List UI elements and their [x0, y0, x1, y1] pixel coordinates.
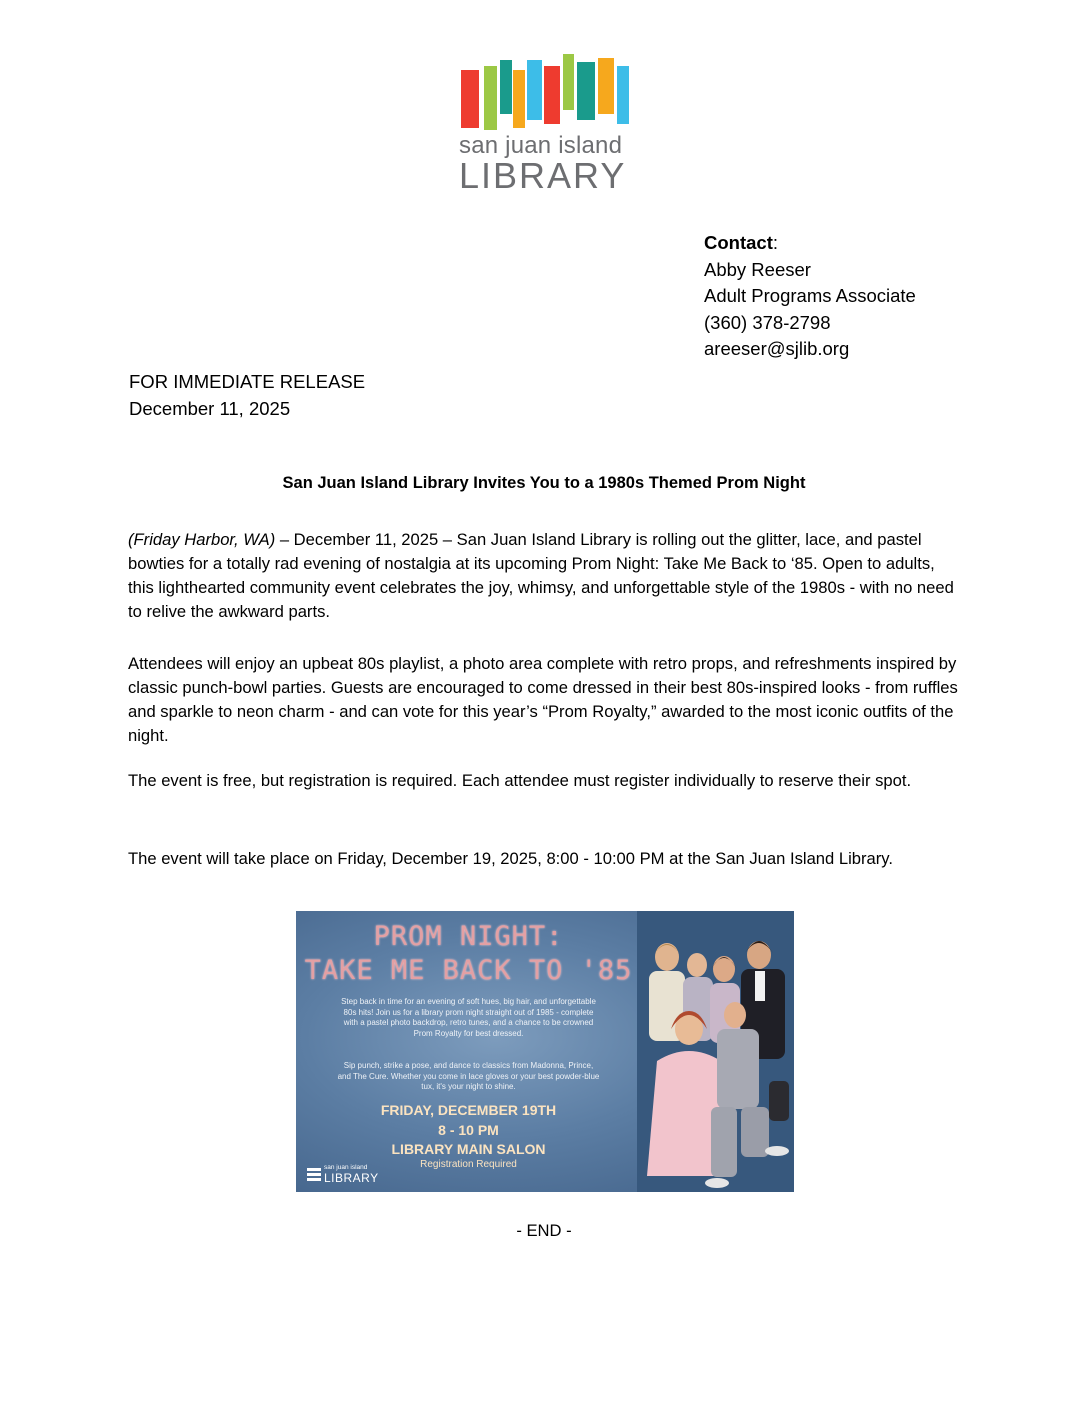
flyer-logo-line1: san juan island [324, 1164, 368, 1171]
paragraph-registration: The event is free, but registration is required. Each attendee must register individually to reserve their spot. [128, 771, 912, 790]
contact-phone: (360) 378-2798 [704, 311, 831, 333]
event-flyer-image [296, 911, 794, 1192]
end-marker: - END - [516, 1221, 572, 1240]
library-logo-bars-icon [459, 52, 634, 132]
contact-title: Adult Programs Associate [704, 285, 916, 306]
release-notice: FOR IMMEDIATE RELEASE [129, 371, 366, 392]
flyer-registration-note: Registration Required [420, 1159, 517, 1170]
flyer-time: 8 - 10 PM [438, 1122, 499, 1138]
contact-label: Contact [704, 232, 773, 253]
contact-name: Abby Reeser [704, 258, 811, 280]
paragraph-intro [128, 528, 963, 624]
contact-email: areeser@sjlib.org [704, 338, 850, 359]
library-logo [459, 52, 634, 197]
dateline: (Friday Harbor, WA) [128, 530, 276, 549]
flyer-location: LIBRARY MAIN SALON [391, 1141, 546, 1157]
paragraph-intro-text: – December 11, 2025 – San Juan Island Library is rolling out the glitter, lace, and pastel bowties for a totally rad evening of nostalgia at its upcoming Prom Night: Take Me Back to ‘85. Open to adults, this lighthearted community event celebrates the joy, whimsy, and unforgettable style of the 1980s - with no need to relive the awkward parts. [128, 530, 954, 621]
flyer-library-logo [307, 1164, 387, 1188]
flyer-title-line2: TAKE ME BACK TO '85 [304, 955, 633, 986]
flyer-logo-line2: LIBRARY [324, 1171, 379, 1185]
flyer-title-line1: PROM NIGHT: [373, 921, 564, 952]
paragraph-activities: Attendees will enjoy an upbeat 80s playlist, a photo area complete with retro props, and refreshments inspired by classic punch-bowl parties. Guests are encouraged to come dressed in their best 80s-inspired looks - from ruffles and sparkle to neon charm - and can vote for this year’s “Prom Royalty,” awarded to the most iconic outfits of the night. [128, 654, 958, 745]
headline: San Juan Island Library Invites You to a 1980s Themed Prom Night [282, 474, 806, 492]
flyer-description: Step back in time for an evening of soft hues, big hair, and unforgettable 80s hits! Join us for a library prom night straight out of 1985 - complete with a pastel photo backdrop, retro tunes, and a chance to be crowned Prom Royalty for best dressed. [341, 997, 596, 1038]
paragraph-schedule: The event will take place on Friday, December 19, 2025, 8:00 - 10:00 PM at the San Juan Island Library. [128, 849, 893, 868]
flyer-date: FRIDAY, DECEMBER 19TH [380, 1102, 557, 1118]
flyer-description-2: Sip punch, strike a pose, and dance to classics from Madonna, Prince, and The Cure. Whether you come in lace gloves or your best powder-blue tux, it's your night to shine. [337, 1061, 600, 1091]
release-block [129, 368, 365, 422]
release-date: December 11, 2025 [129, 398, 291, 419]
contact-block [704, 230, 916, 363]
logo-text-line1: san juan island [459, 132, 623, 159]
logo-text-line2: LIBRARY [459, 155, 627, 196]
prom-group-photo-icon [637, 911, 794, 1192]
contact-heading: Contact: [704, 232, 779, 253]
flyer-logo-bars-icon [307, 1166, 321, 1186]
